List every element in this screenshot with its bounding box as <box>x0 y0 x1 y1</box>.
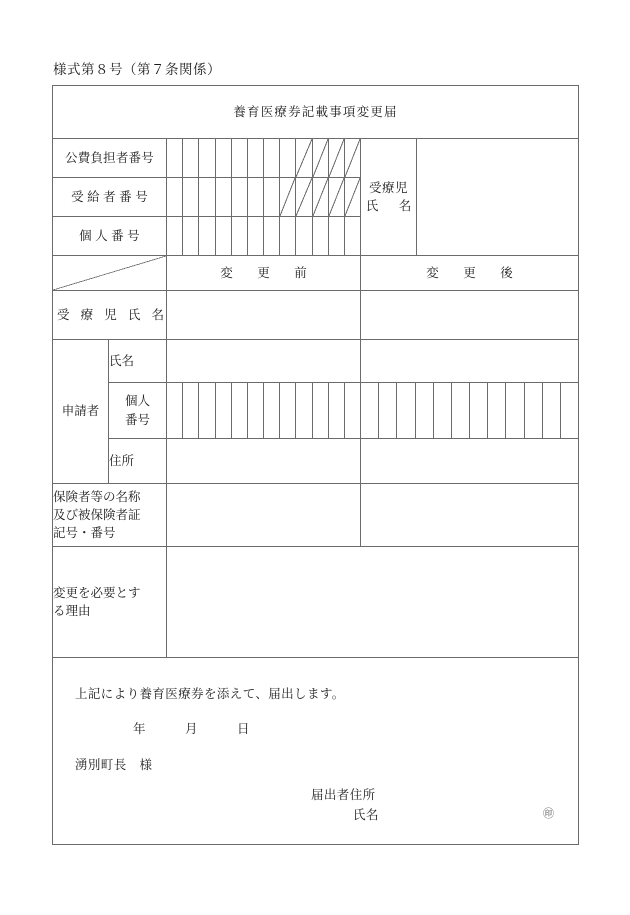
digit-box-strip <box>167 217 360 255</box>
digit-box[interactable] <box>561 383 578 438</box>
digit-box-struck <box>296 139 312 177</box>
digit-box[interactable] <box>264 383 280 438</box>
personal-number-label: 個 人 番 号 <box>53 217 167 256</box>
digit-box[interactable] <box>329 217 345 255</box>
digit-box[interactable] <box>543 383 561 438</box>
digit-box[interactable] <box>183 178 199 216</box>
digit-box[interactable] <box>434 383 452 438</box>
before-column-header: 変 更 前 <box>167 256 361 291</box>
digit-box[interactable] <box>232 178 248 216</box>
digit-box[interactable] <box>167 139 183 177</box>
digit-box[interactable] <box>216 178 232 216</box>
digit-box[interactable] <box>264 217 280 255</box>
insurer-label <box>53 484 167 547</box>
digit-box[interactable] <box>506 383 524 438</box>
child-name-before-value[interactable] <box>167 291 361 340</box>
digit-box[interactable] <box>167 217 183 255</box>
digit-box-strip <box>361 383 578 438</box>
child-name-value[interactable] <box>417 139 579 256</box>
declaration-statement: 上記により養育医療券を添えて、届出します。 <box>75 687 345 701</box>
digit-box-struck <box>329 178 345 216</box>
public-payer-number-boxes[interactable] <box>167 139 361 178</box>
reason-label-line1: 変更を必要とす <box>53 585 141 600</box>
digit-box[interactable] <box>470 383 488 438</box>
digit-box[interactable] <box>397 383 415 438</box>
digit-box[interactable] <box>361 383 379 438</box>
digit-box[interactable] <box>525 383 543 438</box>
recipient-number-label: 受 給 者 番 号 <box>53 178 167 217</box>
digit-box-struck <box>329 139 345 177</box>
digit-box[interactable] <box>216 217 232 255</box>
digit-box[interactable] <box>248 383 264 438</box>
applicant-name-label: 氏名 <box>109 340 167 383</box>
applicant-mynumber-label <box>109 383 167 439</box>
personal-number-boxes[interactable] <box>167 217 361 256</box>
applicant-address-before-value[interactable] <box>167 439 361 484</box>
insurer-label-line1: 保険者等の名称 <box>53 489 141 504</box>
child-name-label-line2: 氏 名 <box>365 199 416 213</box>
digit-box-struck <box>296 178 312 216</box>
digit-box-struck <box>345 178 360 216</box>
digit-box[interactable] <box>313 383 329 438</box>
public-payer-number-row <box>53 139 579 178</box>
applicant-mynumber-before-boxes[interactable] <box>167 383 361 439</box>
before-after-header-row <box>53 256 579 291</box>
applicant-address-row <box>53 439 579 484</box>
declaration-date-line[interactable] <box>133 720 250 738</box>
applicant-name-row <box>53 340 579 383</box>
digit-box[interactable] <box>199 383 215 438</box>
digit-box[interactable] <box>199 217 215 255</box>
change-notification-form <box>52 85 579 845</box>
digit-box[interactable] <box>313 217 329 255</box>
digit-box[interactable] <box>379 383 397 438</box>
digit-box[interactable] <box>345 383 360 438</box>
form-title: 養育医療券記載事項変更届 <box>53 86 579 139</box>
insurer-label-line3: 記号・番号 <box>53 526 116 541</box>
digit-box[interactable] <box>416 383 434 438</box>
digit-box[interactable] <box>296 383 312 438</box>
digit-box[interactable] <box>199 178 215 216</box>
day-label: 日 <box>236 722 250 736</box>
applicant-address-label: 住所 <box>109 439 167 484</box>
applicant-name-after-value[interactable] <box>361 340 579 383</box>
digit-box[interactable] <box>329 383 345 438</box>
submitter-address-label: 届出者住所 <box>311 788 376 802</box>
digit-box[interactable] <box>280 383 296 438</box>
applicant-name-before-value[interactable] <box>167 340 361 383</box>
digit-box[interactable] <box>488 383 506 438</box>
child-name-after-value[interactable] <box>361 291 579 340</box>
digit-box[interactable] <box>183 383 199 438</box>
declaration-row <box>53 658 579 845</box>
form-number-label: 様式第８号（第７条関係） <box>53 62 221 77</box>
digit-box-strip <box>167 139 360 177</box>
reason-label-line2: る理由 <box>53 604 91 618</box>
insurer-label-line2: 及び被保険者証 <box>53 507 141 522</box>
month-label: 月 <box>184 722 198 736</box>
recipient-number-boxes[interactable] <box>167 178 361 217</box>
digit-box[interactable] <box>232 139 248 177</box>
digit-box[interactable] <box>232 383 248 438</box>
digit-box[interactable] <box>248 139 264 177</box>
child-name-row-label: 受 療 児 氏 名 <box>53 291 167 340</box>
digit-box-struck <box>313 139 329 177</box>
digit-box[interactable] <box>167 383 183 438</box>
digit-box[interactable] <box>345 217 360 255</box>
digit-box[interactable] <box>216 383 232 438</box>
digit-box[interactable] <box>216 139 232 177</box>
digit-box[interactable] <box>232 217 248 255</box>
digit-box[interactable] <box>199 139 215 177</box>
reason-value[interactable] <box>167 547 579 658</box>
title-row <box>53 86 579 139</box>
applicant-address-after-value[interactable] <box>361 439 579 484</box>
child-name-label <box>361 139 417 256</box>
digit-box[interactable] <box>296 217 312 255</box>
child-name-row <box>53 291 579 340</box>
declaration-inner <box>53 658 578 844</box>
declaration-cell <box>53 658 579 845</box>
child-name-label-line1: 受療児 <box>368 180 408 195</box>
reason-row <box>53 547 579 658</box>
digit-box-strip <box>167 178 360 216</box>
digit-box[interactable] <box>248 217 264 255</box>
applicant-mynumber-after-boxes[interactable] <box>361 383 579 439</box>
applicant-mynumber-label-line2: 番号 <box>124 412 150 427</box>
digit-box[interactable] <box>280 217 296 255</box>
public-payer-number-label: 公費負担者番号 <box>53 139 167 178</box>
applicant-mynumber-label-line1: 個人 <box>124 394 150 409</box>
submitter-name-label: 氏名 <box>353 808 379 822</box>
reason-label <box>53 547 167 658</box>
digit-box-struck <box>280 178 296 216</box>
digit-box[interactable] <box>183 139 199 177</box>
digit-box[interactable] <box>167 178 183 216</box>
insurer-before-value[interactable] <box>167 484 361 547</box>
diagonal-corner-cell <box>53 256 167 291</box>
addressee-label: 湧別町長 様 <box>75 758 153 772</box>
insurer-row <box>53 484 579 547</box>
digit-box-strip <box>167 383 360 438</box>
digit-box[interactable] <box>248 178 264 216</box>
digit-box[interactable] <box>264 139 280 177</box>
digit-box[interactable] <box>452 383 470 438</box>
applicant-mynumber-row <box>53 383 579 439</box>
digit-box[interactable] <box>264 178 280 216</box>
digit-box-struck <box>313 178 329 216</box>
after-column-header: 変 更 後 <box>361 256 579 291</box>
insurer-after-value[interactable] <box>361 484 579 547</box>
digit-box[interactable] <box>280 139 296 177</box>
digit-box[interactable] <box>183 217 199 255</box>
applicant-label: 申請者 <box>53 340 109 484</box>
digit-box-struck <box>345 139 360 177</box>
seal-icon: ㊞ <box>543 808 554 820</box>
year-label: 年 <box>133 722 146 736</box>
